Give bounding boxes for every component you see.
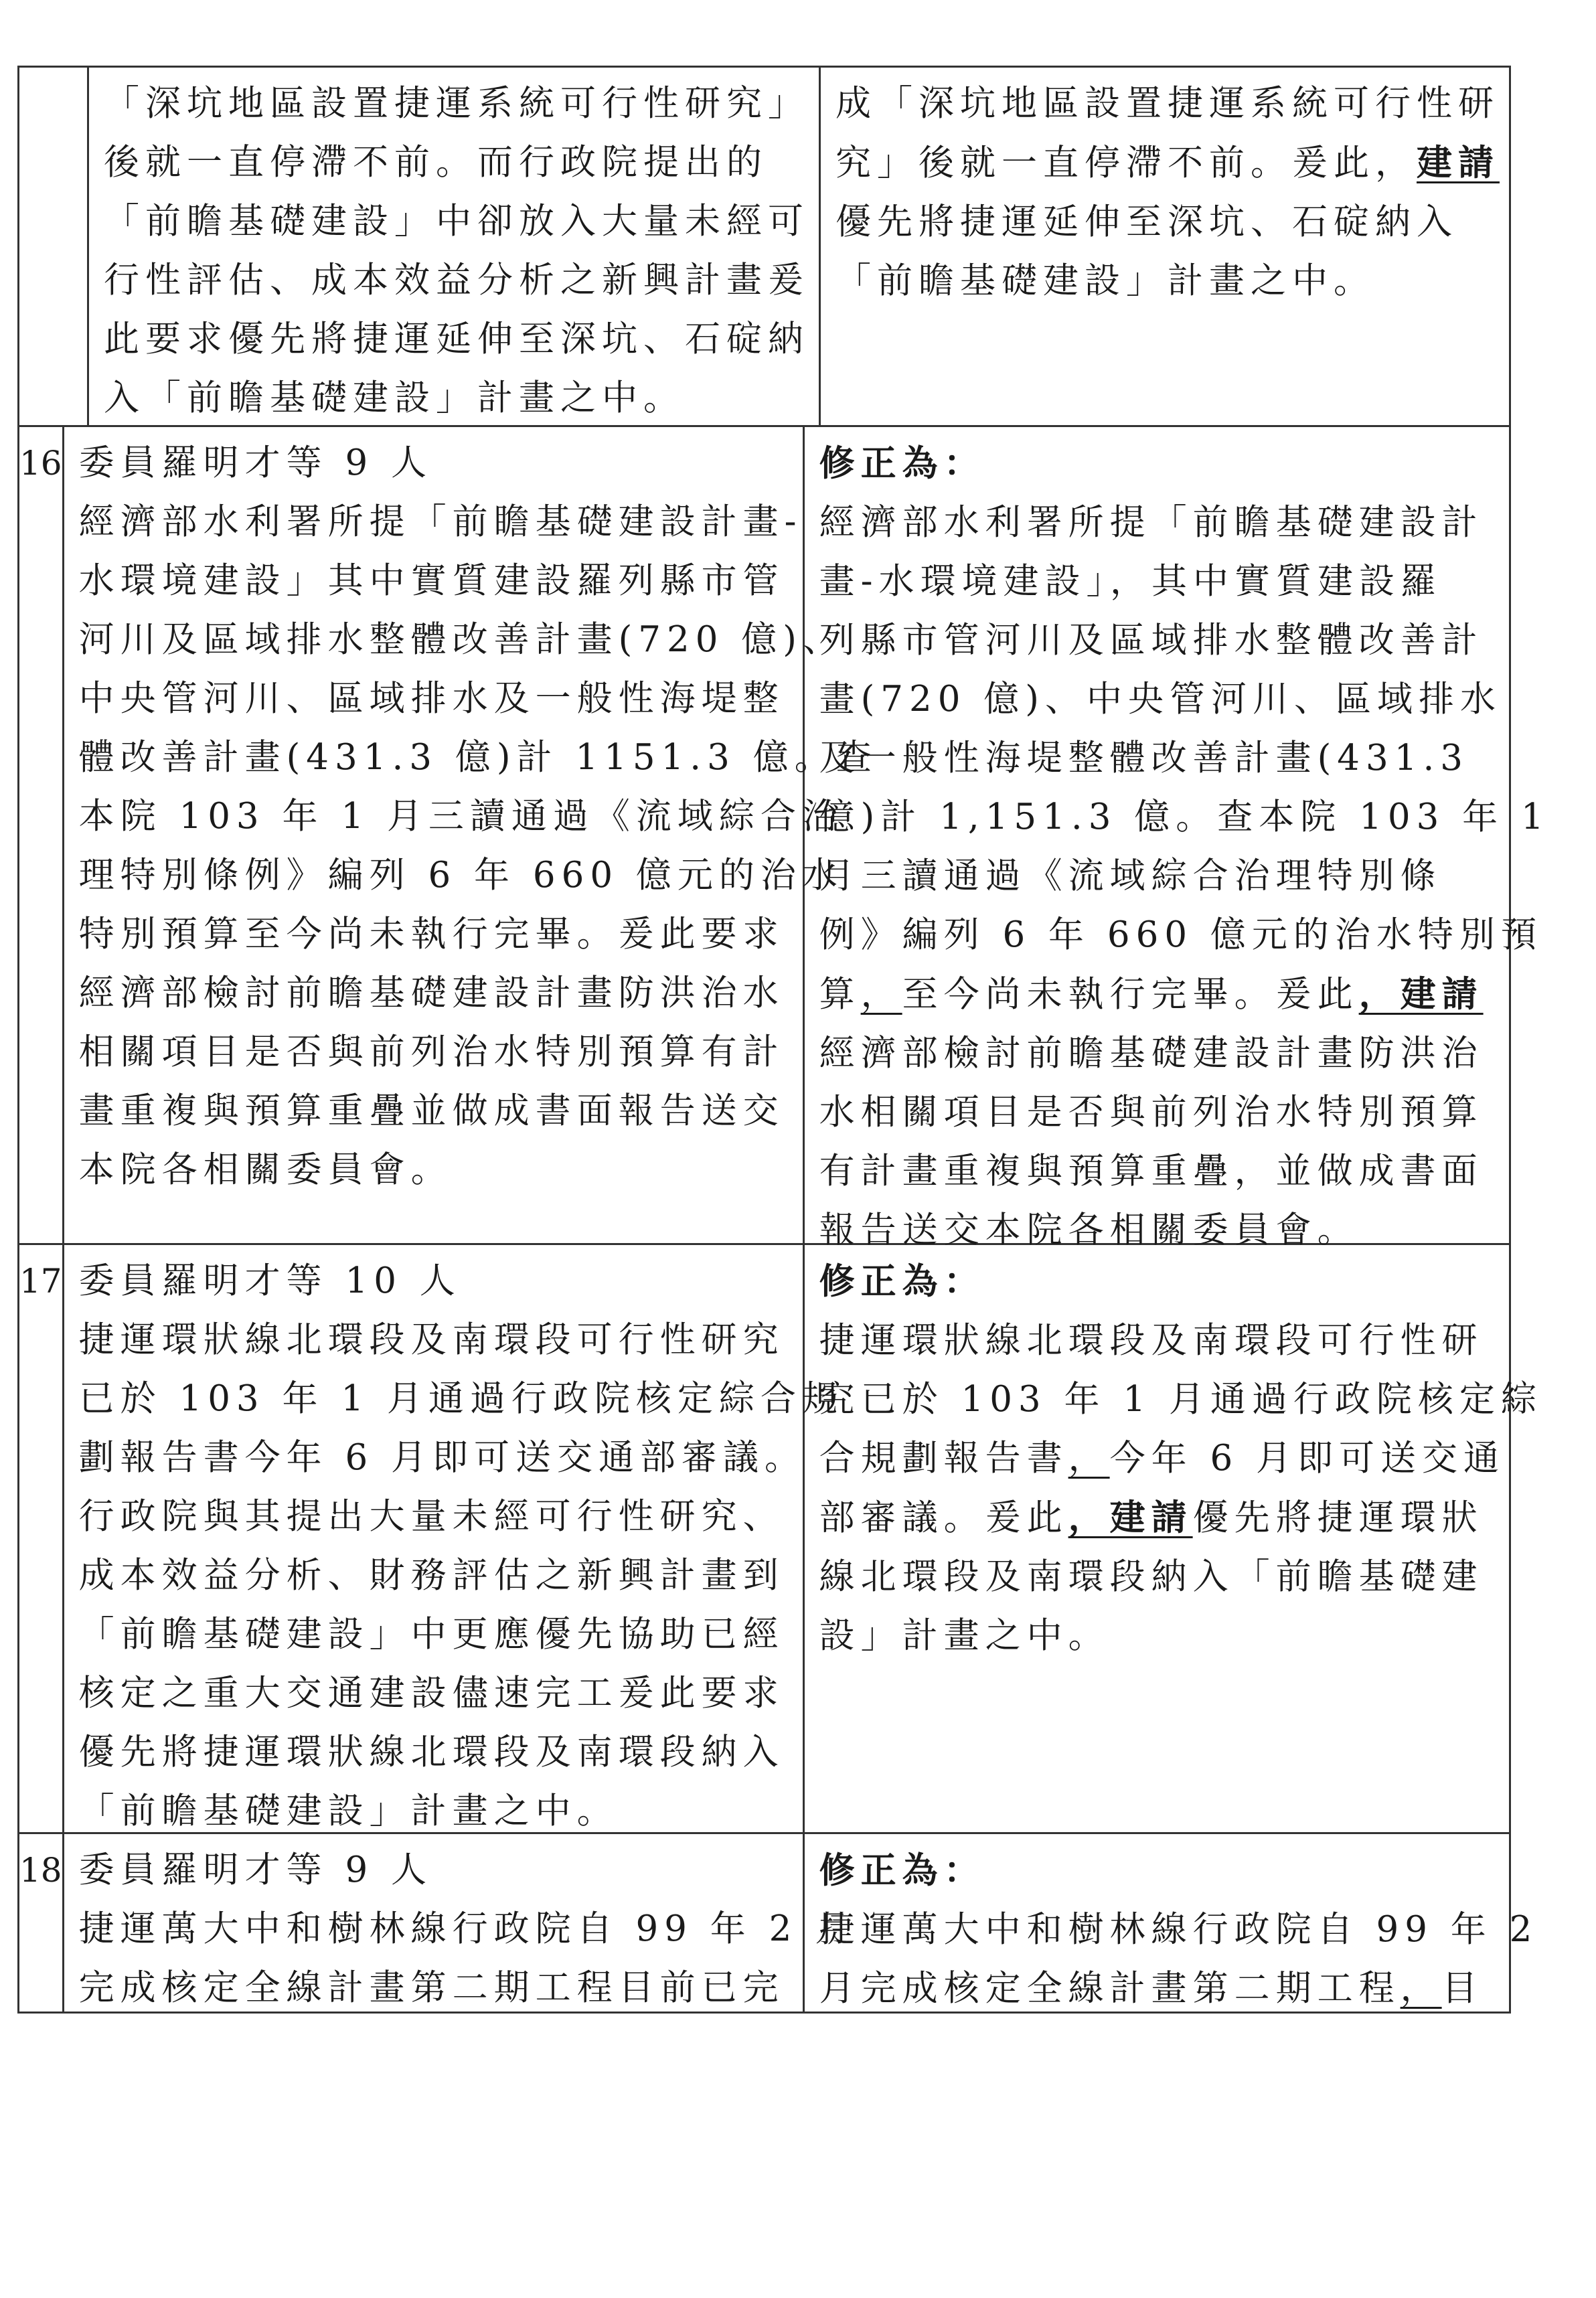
text-line <box>819 1252 1542 1311</box>
text-line <box>79 1546 793 1605</box>
text-segment: 捷運環狀線北環段及南環段可行性研究 <box>78 1319 785 1360</box>
text-line <box>78 610 844 669</box>
text-segment: 究已於 103 年 1 月通過行政院核定綜 <box>819 1379 1542 1420</box>
text-line <box>79 1082 793 1141</box>
text-segment: 本院 103 年 1 月三讀通過《流域綜合治 <box>78 796 844 837</box>
text-line <box>819 1548 1542 1607</box>
text-segment: 成本效益分析、財務評估之新興計畫到 <box>78 1555 785 1596</box>
text-segment: 經濟部水利署所提「前瞻基礎建設計畫- <box>78 501 803 542</box>
text-line <box>819 906 1550 965</box>
text-segment: 中央管河川、區域排水及一般性海堤整 <box>78 678 785 719</box>
text-segment: 優先將捷運環狀 <box>1192 1497 1484 1538</box>
text-segment: 修正為： <box>819 1850 985 1891</box>
text-segment: 修正為： <box>819 1260 985 1302</box>
text-line <box>819 1142 1550 1201</box>
text-segment: 優先將捷運延伸至深坑、石碇納入 <box>835 201 1458 242</box>
table-row <box>19 427 1550 1250</box>
text-segment: 特別預算至今尚未執行完畢。爰此要求 <box>78 914 785 955</box>
text-segment: 入「前瞻基礎建設」計畫之中。 <box>104 378 685 418</box>
text-segment: 委員羅明才等 9 人 <box>78 1850 433 1890</box>
text-segment: 經濟部檢討前瞻基礎建設計畫防洪治 <box>819 1033 1484 1074</box>
text-segment: 經濟部檢討前瞻基礎建設計畫防洪治水 <box>78 973 785 1013</box>
text-line <box>819 729 1550 788</box>
text-line <box>835 193 1500 252</box>
text-segment: 理特別條例》編列 6 年 660 億元的治水 <box>78 855 844 896</box>
text-line <box>104 133 809 192</box>
item-number: 18 <box>19 1834 64 2012</box>
text-line <box>819 670 1550 729</box>
text-segment: 線北環段及南環段納入「前瞻基礎建 <box>819 1556 1484 1597</box>
text-segment: 算 <box>819 974 861 1015</box>
text-segment: 相關項目是否與前列治水特別預算有計 <box>78 1032 785 1072</box>
text-line <box>78 1428 807 1487</box>
text-line <box>819 434 1550 493</box>
text-segment: 劃報告書今年 6 月即可送交通部審議。 <box>78 1437 807 1478</box>
text-line <box>819 847 1550 906</box>
revision-cell <box>805 1834 1548 2012</box>
motion-table <box>17 66 1550 2014</box>
text-line <box>819 1429 1542 1488</box>
text-segment: 畫(720 億)、中央管河川、區域排水 <box>819 679 1502 720</box>
text-segment: 成「深坑地區設置捷運系統可行性研 <box>835 83 1500 124</box>
text-line <box>819 1959 1538 2018</box>
text-segment: 「前瞻基礎建設」計畫之中。 <box>78 1791 619 1831</box>
text-line <box>79 1141 793 1200</box>
table-row <box>19 68 1509 427</box>
text-line <box>78 787 844 846</box>
text-line <box>819 1841 1538 1900</box>
text-line <box>79 552 793 610</box>
text-line <box>819 965 1550 1024</box>
text-line <box>79 1252 793 1311</box>
original-proposal-cell <box>64 427 878 1243</box>
revision-cell <box>805 427 1559 1250</box>
text-line <box>819 1024 1550 1083</box>
text-segment: 畫-水環境建設」，其中實質建設羅 <box>819 561 1443 602</box>
text-line <box>79 1023 793 1082</box>
revision-cell <box>805 1245 1552 1832</box>
text-line <box>78 1900 857 1959</box>
text-segment: 及一般性海堤整體改善計畫(431.3 <box>819 738 1469 778</box>
text-line <box>835 74 1500 133</box>
text-line <box>104 192 809 251</box>
table-row <box>19 1245 1542 1834</box>
text-line <box>79 1841 793 1900</box>
revision-cell <box>821 68 1509 425</box>
text-segment: 究」後就一直停滯不前。爰此， <box>835 143 1417 183</box>
text-segment: 捷運萬大中和樹林線行政院自 99 年 2 <box>819 1909 1538 1950</box>
text-segment: 畫重複與預算重疊並做成書面報告送交 <box>78 1090 785 1131</box>
text-line <box>78 1370 844 1428</box>
text-line <box>79 905 793 964</box>
text-segment: 修正為： <box>819 442 985 484</box>
item-number <box>19 68 89 425</box>
text-segment: 月完成核定全線計畫第二期工程 <box>819 1968 1401 2009</box>
text-segment: 河川及區域排水整體改善計畫(720 億)、 <box>78 619 844 660</box>
text-line <box>819 1488 1542 1548</box>
text-segment: 列縣市管河川及區域排水整體改善計 <box>819 620 1484 661</box>
text-segment: 「前瞻基礎建設」中更應優先協助已經 <box>78 1614 785 1655</box>
text-segment: 本院各相關委員會。 <box>78 1149 453 1190</box>
text-segment: 有計畫重複與預算重疊，並做成書面 <box>819 1151 1484 1192</box>
text-segment: 此要求優先將捷運延伸至深坑、石碇納 <box>104 319 809 359</box>
text-segment: 億)計 1,151.3 億。查本院 103 年 1 <box>819 797 1550 837</box>
underlined-text: ， <box>1400 1968 1442 2009</box>
text-line <box>819 1370 1542 1429</box>
text-segment: 水環境建設」其中實質建設羅列縣市管 <box>78 560 785 601</box>
text-line <box>78 846 844 905</box>
text-segment: 委員羅明才等 9 人 <box>78 442 433 483</box>
original-proposal-cell <box>64 1245 844 1832</box>
text-line <box>79 1605 793 1664</box>
text-line <box>819 611 1550 670</box>
table-row <box>19 1834 1538 2014</box>
text-line <box>819 788 1550 847</box>
text-segment: 水相關項目是否與前列治水特別預算 <box>819 1092 1484 1133</box>
underlined-text: 建請 <box>1417 142 1500 183</box>
text-line <box>78 493 803 552</box>
text-segment: 完成核定全線計畫第二期工程目前已完 <box>78 1967 785 2008</box>
text-segment: 優先將捷運環狀線北環段及南環段納入 <box>78 1732 785 1773</box>
text-line <box>79 964 793 1023</box>
text-segment: 後就一直停滯不前。而行政院提出的 <box>104 142 768 183</box>
text-line <box>79 434 793 493</box>
text-segment: 經濟部水利署所提「前瞻基礎建設計 <box>819 502 1484 543</box>
text-line <box>79 1959 793 2018</box>
item-number: 16 <box>19 427 64 1243</box>
text-line <box>819 493 1550 552</box>
text-segment: 「前瞻基礎建設」計畫之中。 <box>835 260 1375 301</box>
text-line <box>79 1487 793 1546</box>
text-segment: 體改善計畫(431.3 億)計 1151.3 億。查 <box>78 737 878 778</box>
text-segment: 捷運環狀線北環段及南環段可行性研 <box>819 1320 1484 1361</box>
text-segment: 報告送交本院各相關委員會。 <box>819 1210 1359 1250</box>
text-line <box>104 310 809 369</box>
text-line <box>78 728 878 787</box>
underlined-text: ，建請 <box>1358 973 1484 1015</box>
text-line <box>819 1083 1550 1142</box>
text-segment: 合規劃報告書 <box>819 1438 1068 1479</box>
text-line <box>819 1311 1542 1370</box>
text-line <box>79 1723 793 1782</box>
original-proposal-cell <box>89 68 821 425</box>
text-segment: 今年 6 月即可送交通 <box>1109 1438 1506 1479</box>
text-segment: 例》編列 6 年 660 億元的治水特別預 <box>819 914 1542 955</box>
item-number: 17 <box>19 1245 64 1832</box>
text-line <box>104 251 809 310</box>
text-line <box>819 1900 1538 1959</box>
underlined-text: ， <box>860 974 902 1015</box>
text-segment: 已於 103 年 1 月通過行政院核定綜合規 <box>78 1378 844 1419</box>
text-segment: 行政院與其提出大量未經可行性研究、 <box>78 1496 785 1537</box>
text-segment: 捷運萬大中和樹林線行政院自 99 年 2 月 <box>78 1908 857 1949</box>
text-segment: 部審議。爰此 <box>819 1497 1068 1538</box>
text-line <box>835 133 1500 193</box>
text-segment: 「前瞻基礎建設」中卻放入大量未經可 <box>104 201 809 242</box>
text-segment: 設」計畫之中。 <box>819 1615 1110 1656</box>
text-line <box>79 669 793 728</box>
text-line <box>79 1782 793 1841</box>
text-line <box>835 252 1500 311</box>
text-line <box>79 1664 793 1723</box>
text-segment: 行性評估、成本效益分析之新興計畫爰 <box>104 260 809 301</box>
text-segment: 核定之重大交通建設儘速完工爰此要求 <box>78 1673 785 1714</box>
text-line <box>104 369 809 428</box>
original-proposal-cell <box>64 1834 857 2012</box>
underlined-text: ，建請 <box>1068 1497 1193 1538</box>
text-segment: 「深坑地區設置捷運系統可行性研究」 <box>104 83 809 124</box>
text-segment: 至今尚未執行完畢。爰此 <box>902 974 1359 1015</box>
text-segment: 委員羅明才等 10 人 <box>78 1260 461 1301</box>
text-segment: 月三讀通過《流域綜合治理特別條 <box>819 855 1442 896</box>
text-segment: 目 <box>1441 1968 1484 2009</box>
text-line <box>819 1607 1542 1665</box>
text-line <box>79 1311 793 1370</box>
text-line <box>104 74 809 133</box>
text-line <box>819 552 1550 611</box>
underlined-text: ， <box>1068 1438 1110 1479</box>
